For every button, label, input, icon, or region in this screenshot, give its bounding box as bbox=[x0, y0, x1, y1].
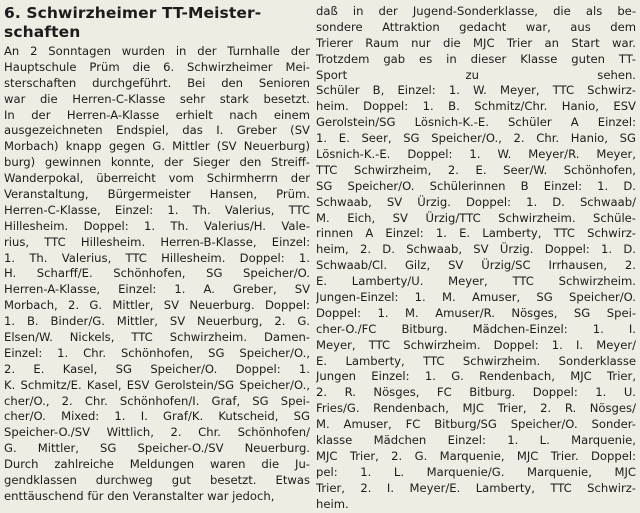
text-line: heim. Doppel: 1. B. Schmitz/Chr. Hanio, ESV bbox=[316, 99, 636, 114]
text-line: M. Amuser, FC Bitburg/SG Speicher/O. Sonder- bbox=[316, 417, 636, 432]
text-line: Trier, 2. I. Meyer/E. Lamberty, TTC Schwirz- bbox=[316, 480, 636, 495]
text-line: Elsen/W. Nickels, TTC Schwirzheim. Damen- bbox=[4, 330, 310, 345]
text-line: K. Schmitz/E. Kasel, ESV Gerolstein/SG Speicher/O., bbox=[4, 377, 310, 392]
text-line: MJC Trier, 2. G. Marquenie, MJC Trier. Doppel: bbox=[316, 448, 636, 463]
text-line: 1. B. Binder/G. Mittler, SV Neuerburg, 2. G. bbox=[4, 314, 310, 329]
text-line: Trierer Raum nur die MJC Trier an Start war. bbox=[316, 35, 636, 50]
text-line: In der Herren-A-Klasse erhielt nach einem bbox=[4, 107, 310, 122]
right-column-text bbox=[316, 4, 636, 513]
text-line: Schwaab, SV Ürzig. Doppel: 1. D. Schwaab/ bbox=[316, 194, 636, 209]
text-line: E. Lamberty, TTC Schwirzheim. Sonderklasse bbox=[316, 353, 636, 368]
text-line: klasse Mädchen Einzel: 1. L. Marquenie, bbox=[316, 433, 636, 448]
text-line: gendklassen durchweg gut besetzt. Etwas bbox=[4, 473, 310, 488]
text-line: war die Herren-C-Klasse sehr stark besetzt. bbox=[4, 91, 310, 106]
text-line: Hauptschule Prüm die 6. Schwirzheimer Mei- bbox=[4, 59, 310, 74]
text-line: Hillesheim. Doppel: 1. Th. Valerius/H. Vale- bbox=[4, 218, 310, 233]
text-line: H. Scharff/E. Schönhofen, SG Speicher/O. bbox=[4, 266, 310, 281]
text-line: cher/O., 2. Chr. Schönhofen/I. Graf, SG Spei- bbox=[4, 393, 310, 408]
text-line: Herren-A-Klasse, Einzel: 1. A. Greber, SV bbox=[4, 282, 310, 297]
text-line: sondere Attraktion gedacht war, aus dem bbox=[316, 19, 636, 34]
text-line: sterschaften durchgeführt. Bei den Senioren bbox=[4, 75, 310, 90]
text-line: Jungen Einzel: 1. G. Rendenbach, MJC Trier, bbox=[316, 369, 636, 384]
text-line: Veranstaltung, Bürgermeister Hansen, Prüm. bbox=[4, 187, 310, 202]
text-line: enttäuschend für den Veranstalter war jedoch, bbox=[4, 488, 275, 503]
text-line: 1. Th. Valerius, TTC Hillesheim. Doppel: 1. bbox=[4, 250, 310, 265]
text-line: Doppel: 1. M. Amuser/R. Nösges, SG Spei- bbox=[316, 305, 636, 320]
text-line: rinnen A Einzel: 1. E. Lamberty, TTC Schwirz- bbox=[316, 226, 636, 241]
text-line: Jungen-Einzel: 1. M. Amuser, SG Speicher/O. bbox=[316, 290, 636, 305]
text-line: Schüler B, Einzel: 1. W. Meyer, TTC Schwirz- bbox=[316, 83, 636, 98]
text-line: G. Mittler, SG Speicher-O./SV Neuerburg. bbox=[4, 441, 310, 456]
text-line: burg) gewinnen konnte, der Sieger den Streiff- bbox=[4, 155, 310, 170]
text-line: Einzel: 1. Chr. Schönhofen, SG Speicher/O., bbox=[4, 345, 310, 360]
text-line: TTC Schwirzheim, 2. E. Seer/W. Schönhofen, bbox=[316, 162, 636, 177]
text-line: Schwaab/Cl. Gilz, SV Ürzig/SC Irrhausen, 2. bbox=[316, 258, 636, 273]
text-line: heim. bbox=[316, 496, 349, 511]
text-line: pel: 1. L. Marquenie/G. Marquenie, MJC bbox=[316, 464, 636, 479]
text-line: cher-O./FC Bitburg. Mädchen-Einzel: 1. I. bbox=[316, 321, 636, 336]
text-line: Speicher-O./SV Wittlich, 2. Chr. Schönhofen/ bbox=[4, 425, 310, 440]
text-line: Sport zu sehen. bbox=[316, 67, 636, 82]
left-column-text bbox=[4, 44, 310, 505]
left-column bbox=[4, 4, 310, 505]
text-line: SG Speicher/O. Schülerinnen B Einzel: 1. D. bbox=[316, 178, 636, 193]
text-line: Trotzdem gab es in dieser Klasse guten TT- bbox=[316, 51, 636, 66]
text-line: 2. R. Nösges, FC Bitburg. Doppel: 1. U. bbox=[316, 385, 636, 400]
text-line: 1. E. Seer, SG Speicher/O., 2. Chr. Hanio, SG bbox=[316, 131, 636, 146]
text-line: Gerolstein/SG Lösnich-K.-E. Schüler A Einzel: bbox=[316, 115, 636, 130]
text-line: Wanderpokal, überreicht vom Schirmherrn der bbox=[4, 171, 310, 186]
text-line: rius, TTC Hillesheim. Herren-B-Klasse, Einzel: bbox=[4, 234, 310, 249]
text-line: An 2 Sonntagen wurden in der Turnhalle der bbox=[4, 44, 310, 58]
text-line: cher/O. Mixed: 1. I. Graf/K. Kutscheid, SG bbox=[4, 409, 310, 424]
text-line: Meyer, TTC Schwirzheim. Doppel: 1. I. Meyer/ bbox=[316, 337, 636, 352]
text-line: Morbach) knapp gegen G. Mittler (SV Neuerburg) bbox=[4, 139, 310, 154]
text-line: daß in der Jugend-Sonderklasse, die als be- bbox=[316, 4, 636, 18]
text-line: Morbach, 2. G. Mittler, SV Neuerburg. Doppel: bbox=[4, 298, 310, 313]
text-line: Fries/G. Rendenbach, MJC Trier, 2. R. Nösges/ bbox=[316, 401, 636, 416]
text-line: Lösnich-K.-E. Doppel: 1. W. Meyer/R. Meyer, bbox=[316, 147, 636, 162]
text-line: Herren-C-Klasse, Einzel: 1. Th. Valerius, TTC bbox=[4, 202, 310, 217]
text-line: heim, 2. D. Schwaab, SV Ürzig. Doppel: 1. D. bbox=[316, 242, 636, 257]
title-line: 6. Schwirzheimer TT-Meister- bbox=[4, 4, 262, 22]
title-line: schaften bbox=[4, 23, 81, 41]
right-column bbox=[316, 4, 636, 513]
text-line: ausgezeichneten Endspiel, das I. Greber (SV bbox=[4, 123, 310, 138]
text-line: Durch zahlreiche Meldungen waren die Ju- bbox=[4, 457, 310, 472]
article-title bbox=[4, 4, 310, 42]
text-line: 2. E. Kasel, SG Speicher/O. Doppel: 1. bbox=[4, 361, 310, 376]
text-line: E. Lamberty/U. Meyer, TTC Schwirzheim. bbox=[316, 274, 636, 289]
text-line: M. Eich, SV Ürzig/TTC Schwirzheim. Schüle- bbox=[316, 210, 636, 225]
